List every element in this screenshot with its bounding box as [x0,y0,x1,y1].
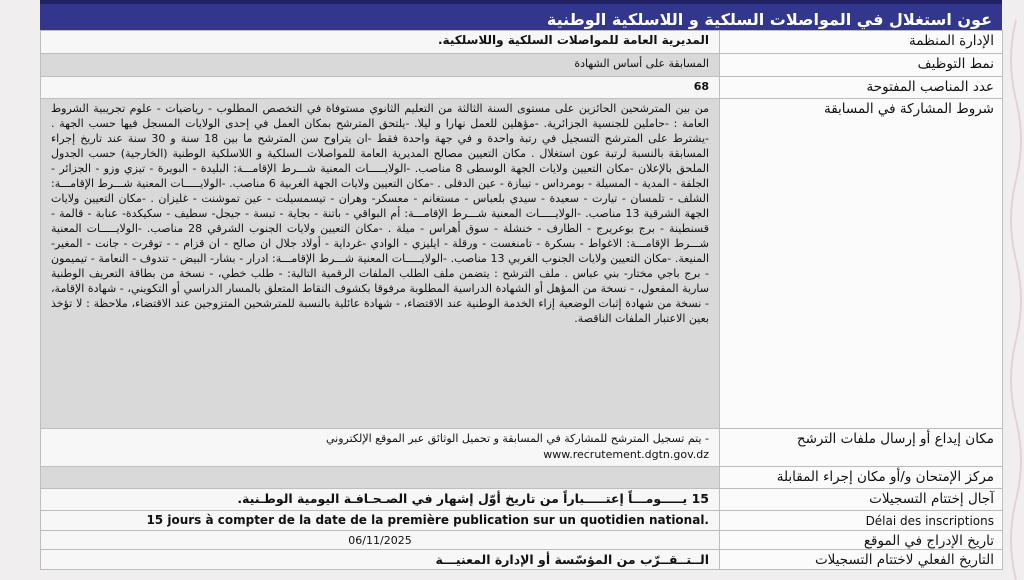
label-open-positions: عدد المناصب المفتوحة [720,77,1003,99]
label-conditions: شروط المشاركة في المسابقة [720,99,1003,429]
label-posting-date: تاريخ الإدراج في الموقع [720,531,1003,550]
row-deadline-ar [41,489,1003,511]
value-actual-deadline: الــتــقــرّب من المؤسّسة أو الإدارة المعنيـــة [41,550,720,570]
recruitment-website-link[interactable]: www.recrutement.dgtn.gov.dz [543,448,709,461]
row-posting-date [41,531,1003,550]
value-open-positions: 68 [41,77,720,99]
value-exam-center [41,467,720,489]
label-actual-deadline: التاريخ الفعلي لاختتام التسجيلات [720,550,1003,570]
value-recruitment-type: المسابقة على أساس الشهادة [41,54,720,77]
row-deadline-fr [41,511,1003,531]
row-organizing-admin [41,31,1003,54]
submission-text: - يتم تسجيل المترشح للمشاركة في المسابقة و تحميل الوثائق عبر الموقع الإلكتروني [326,432,709,445]
job-title-bar [40,0,1002,30]
posting-date: 06/11/2025 [348,534,412,547]
label-organizing-admin: الإدارة المنظمة [720,31,1003,54]
row-submission-place [41,429,1003,467]
value-posting-date [41,531,720,550]
announcement-table [40,30,1003,570]
row-open-positions [41,77,1003,99]
label-recruitment-type: نمط التوظيف [720,54,1003,77]
label-submission-place: مكان إيداع أو إرسال ملفات الترشح [720,429,1003,467]
label-deadline-ar: آجال إختتام التسجيلات [720,489,1003,511]
row-recruitment-type [41,54,1003,77]
row-conditions [41,99,1003,429]
row-actual-deadline [41,550,1003,570]
row-exam-center [41,467,1003,489]
value-deadline-ar: 15 يـــــومـــاً إعتـــــباراً من تاريخ أوّل إشهار في الصـحـافـة اليومية الوطـنية. [41,489,720,511]
label-deadline-fr: Délai des inscriptions [720,511,1003,531]
value-submission-place [41,429,720,467]
value-deadline-fr: 15 jours à compter de la date de la première publication sur un quotidien national. [41,511,720,531]
job-title: عون استغلال في المواصلات السلكية و اللاسلكية الوطنية [546,10,992,29]
value-conditions: من بين المترشحين الحائزين على مستوى السنة الثالثة من التعليم الثانوي مستوفاة في التخصص المطلوب - رياضيات - علوم تجريبية الشروط العامة : -حاملين للجنسية الجزائرية. -مؤهلين للعمل نهارا و ليلا. -يلتحق المترشح بمكان العمل في إحدى الولايات المسجل فيها حسب الجهة . -يشترط على المترشح التسجيل في رتبة واحدة و في جهة واحدة فقط -ان يتراوح سن المترشح ما بين 18 سنة و 30 سنة عند تاريخ إجراء المسابقة بالنسبة لرتبة عون استغلال . مكان التعيين مصالح المديرية العامة للمواصلات السلكية و اللاسلكية الوطنية (الخارجية) حسب الجدول الملحق بالإعلان -مكان التعيين ولايات الجهة الوسطى 8 مناصب. -الولايـــــات المعنية شـــرط الإقامـــة: البليدة - البويرة - تيزي وزو - الجزائر - الجلفة - المدية - المسيلة - بومرداس - تيبازة - عين الدفلى . -مكان التعيين ولايات الجهة الغربية 6 مناصب. -الولايـــــات المعنية شـــرط الإقامـــة: الشلف - تلمسان - تيارت - سعيدة - سيدي بلعباس - مستغانم - معسكر- وهران - تيسمسيلت - عين تموشنت - غليزان . -مكان التعيين ولايات الجهة الشرقية 13 مناصب. -الولايـــــات المعنية شـــرط الإقامـــة: أم البواقي - باتنة - بجاية - تبسة - جيجل- سطيف - سكيكدة- عنابة - قالمة - قسنطينة - برج بوعريرج - الطارف - خنشلة - سوق أهراس - ميلة . -مكان التعيين ولايات الجنوب الشرقي 28 مناصب. -الولايـــــات المعنية شـــرط الإقامـــة: الاغواط - بسكرة - تامنغست - ورقلة - ايليزي - الوادي -غرداية - أولاد جلال ان صالح - ان قزام - - توقرت - جانت - المغير- المنيعة. -مكان التعيين ولايات الجنوب الغربي 13 مناصب. -الولايـــــات المعنية شـــرط الإقامـــة: ادرار - بشار- البيض - تندوف - النعامة - تيميمون - برج باجي مختار- بني عباس . ملف الترشح : يتضمن ملف الطلب الملفات الرقمية التالية: - طلب خطي، - نسخة من بطاقة التعريف الوطنية سارية المفعول، - نسخة من المؤهل أو الشهادة الدراسية المطلوبة مرفوقا بكشوف النقاط المتعلق بالمسار الدراسي أو التكويني، - شهادة الإقامة، - نسخة من شهادة إثبات الوضعية إزاء الخدمة الوطنية عند الاقتضاء، - شهادة عائلية بالنسبة للمترشحين المتزوجين عند الاقتضاء، ملاحظة : لا تؤخذ بعين الاعتبار الملفات الناقصة. [41,99,720,429]
label-exam-center: مركز الإمتحان و/أو مكان إجراء المقابلة [720,467,1003,489]
decorative-border [1002,0,1024,580]
value-organizing-admin: المديرية العامة للمواصلات السلكية واللاسلكية. [41,31,720,54]
